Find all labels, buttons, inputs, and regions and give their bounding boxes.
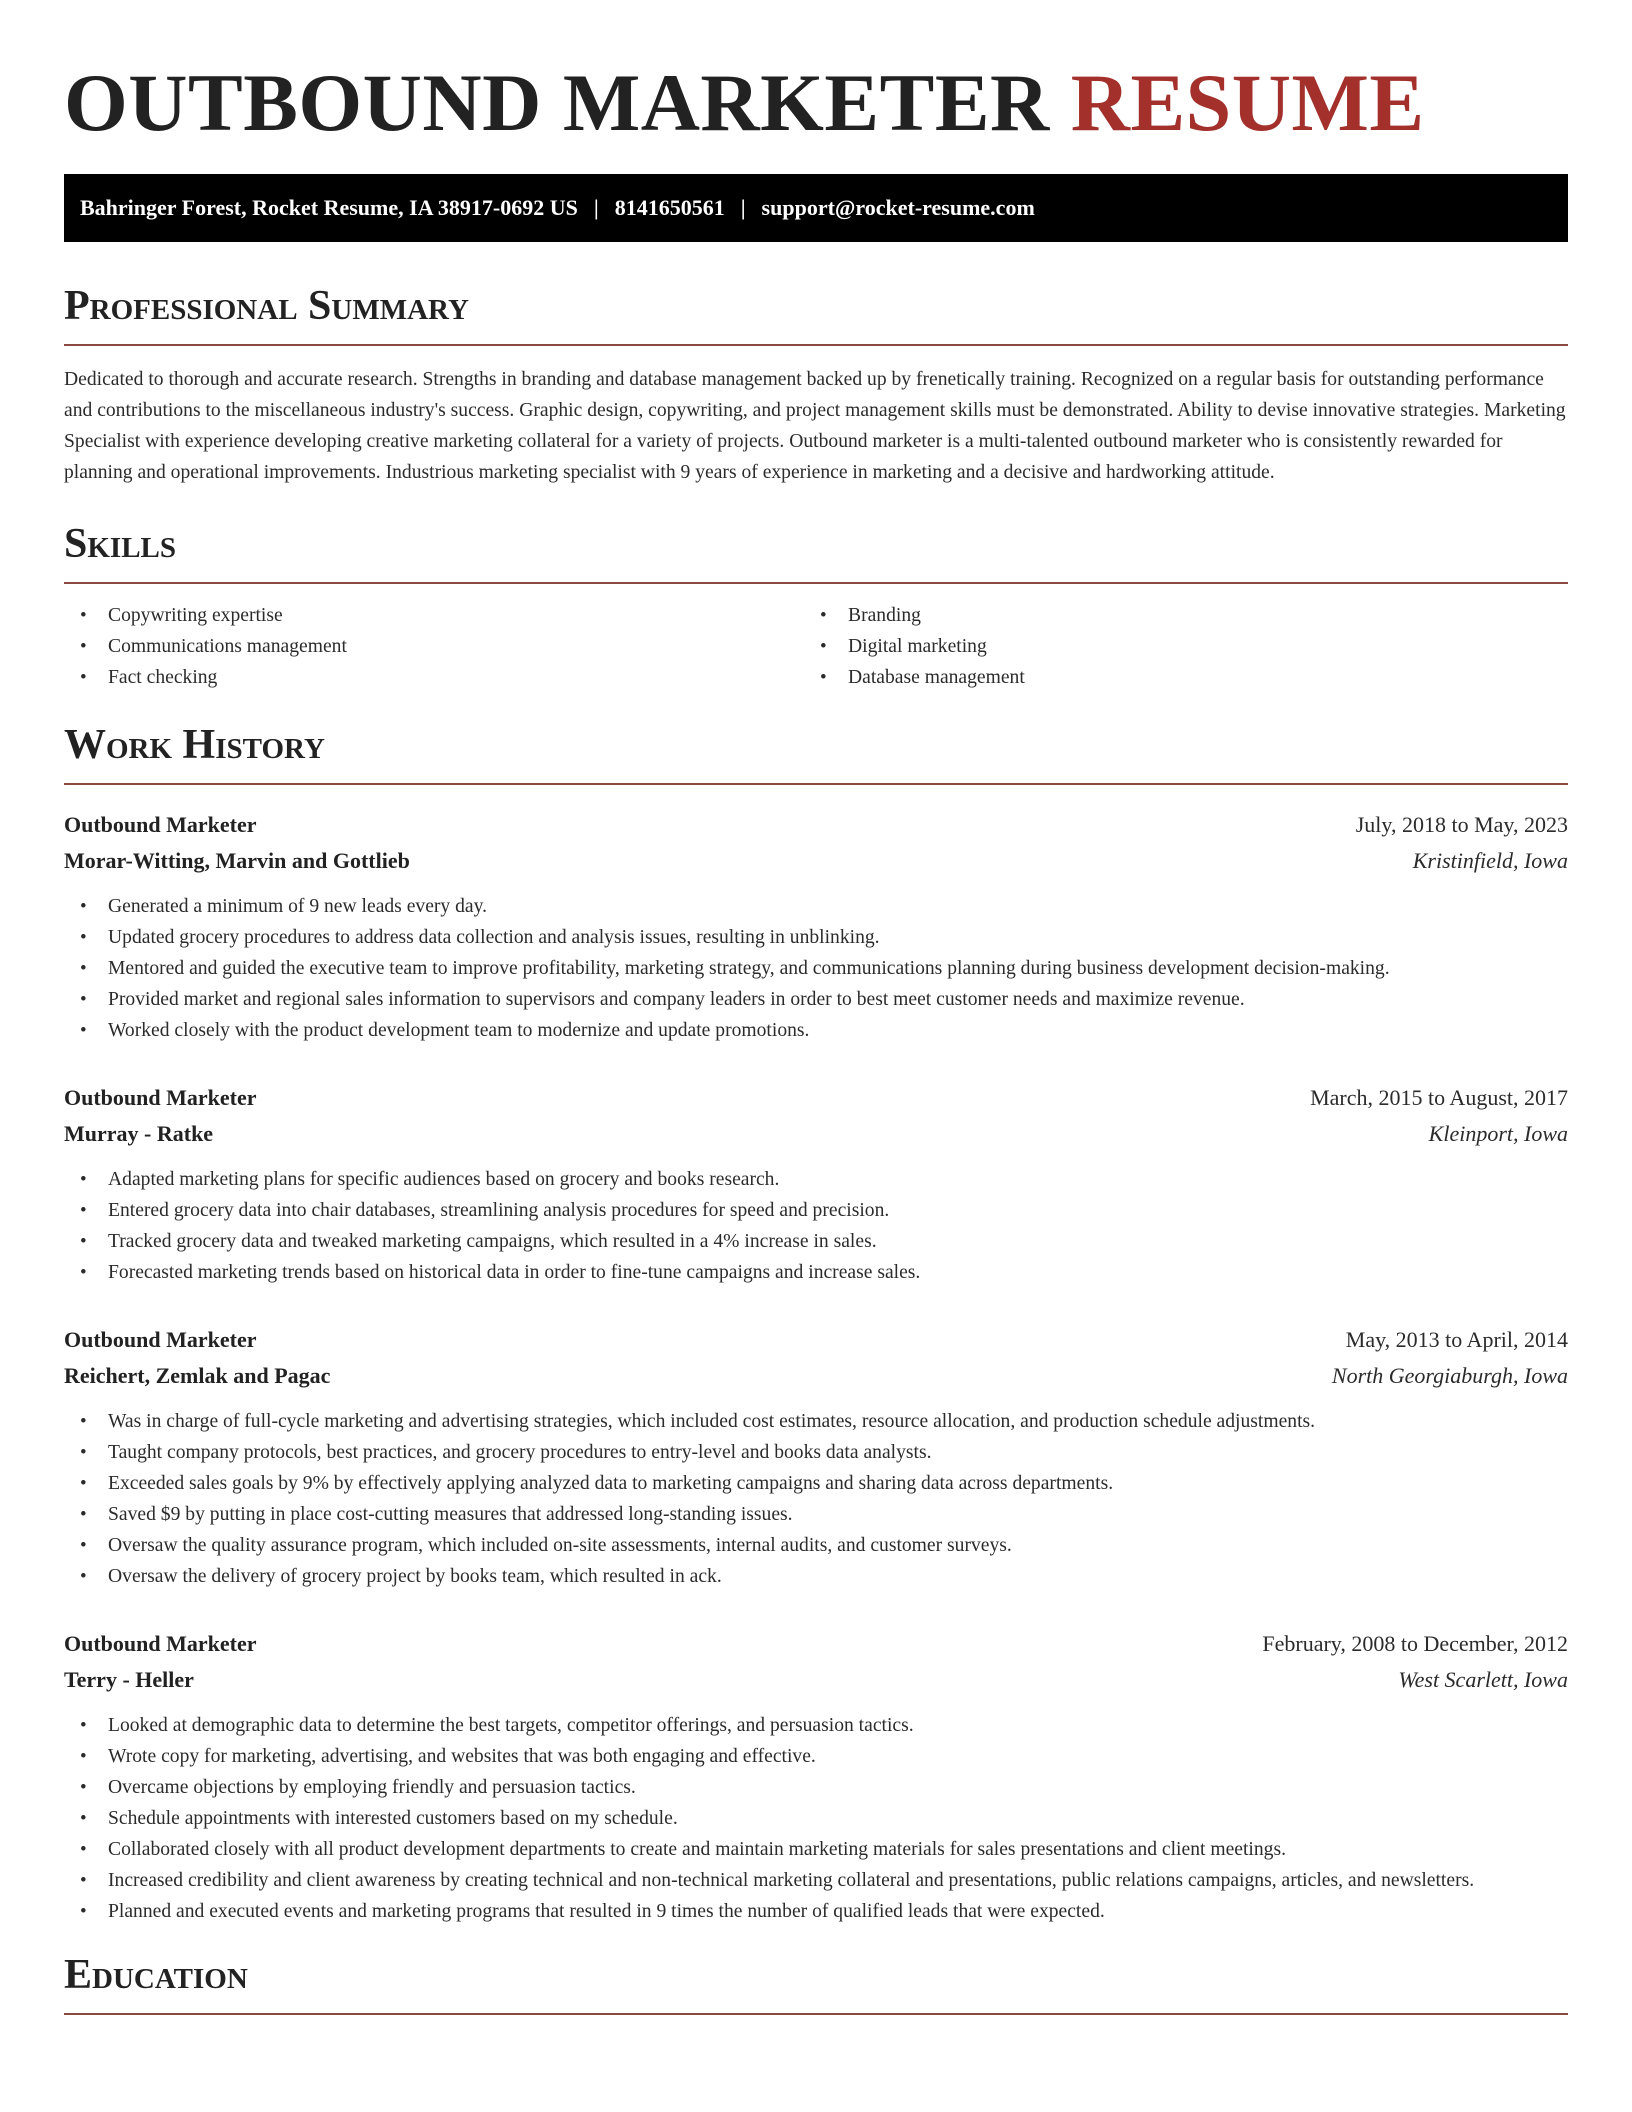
job-bullet: • Collaborated closely with all product development departments to create and maintain marketing materials for sales presentations and client meetings. xyxy=(64,1834,1568,1865)
section-divider xyxy=(64,2013,1568,2015)
education-section xyxy=(64,1953,1568,2015)
job-company-row xyxy=(64,843,1568,879)
job-title: Outbound Marketer xyxy=(64,1085,257,1110)
job-bullet: • Planned and executed events and marketing programs that resulted in 9 times the number of qualified leads that were expected. xyxy=(64,1896,1568,1927)
contact-separator: | xyxy=(740,195,746,220)
job-header-row xyxy=(64,807,1568,843)
job-company-row xyxy=(64,1662,1568,1698)
job-bullets xyxy=(64,1164,1568,1288)
job-bullet: • Adapted marketing plans for specific audiences based on grocery and books research. xyxy=(64,1164,1568,1195)
job-bullets xyxy=(64,1406,1568,1592)
job-bullet: • Forecasted marketing trends based on historical data in order to fine-tune campaigns and increase sales. xyxy=(64,1257,1568,1288)
job-bullet: • Tracked grocery data and tweaked marketing campaigns, which resulted in a 4% increase in sales. xyxy=(64,1226,1568,1257)
title-main: OUTBOUND MARKETER xyxy=(64,57,1050,148)
title-accent: RESUME xyxy=(1070,57,1425,148)
contact-bar xyxy=(64,174,1568,242)
job-bullet: • Saved $9 by putting in place cost-cutting measures that addressed long-standing issues. xyxy=(64,1499,1568,1530)
professional-summary-section xyxy=(64,284,1568,488)
job-bullet: • Wrote copy for marketing, advertising, and websites that was both engaging and effective. xyxy=(64,1741,1568,1772)
job-bullet: • Looked at demographic data to determine the best targets, competitor offerings, and persuasion tactics. xyxy=(64,1710,1568,1741)
job-bullet: • Oversaw the quality assurance program, which included on-site assessments, internal audits, and customer surveys. xyxy=(64,1530,1568,1561)
job-header-row xyxy=(64,1080,1568,1116)
job-bullet: • Increased credibility and client awareness by creating technical and non-technical marketing collateral and presentations, public relations campaigns, articles, and newsletters. xyxy=(64,1865,1568,1896)
job-company: Reichert, Zemlak and Pagac xyxy=(64,1363,331,1388)
section-divider xyxy=(64,344,1568,346)
contact-separator: | xyxy=(593,195,599,220)
section-divider xyxy=(64,783,1568,785)
job-company-row xyxy=(64,1116,1568,1152)
work-history-section xyxy=(64,723,1568,1927)
skill-item: • Digital marketing xyxy=(804,631,1568,662)
job-dates: May, 2013 to April, 2014 xyxy=(1345,1327,1568,1352)
job-title: Outbound Marketer xyxy=(64,1327,257,1352)
section-divider xyxy=(64,582,1568,584)
job-entry xyxy=(64,1626,1568,1927)
contact-phone: 8141650561 xyxy=(614,195,725,220)
job-bullet: • Overcame objections by employing friendly and persuasion tactics. xyxy=(64,1772,1568,1803)
summary-text: Dedicated to thorough and accurate research. Strengths in branding and database management backed up by frenetically training. Recognized on a regular basis for outstanding performance and contributions to the miscellaneous industry's success. Graphic design, copywriting, and project management skills must be demonstrated. Ability to devise innovative strategies. Marketing Specialist with experience developing creative marketing collateral for a variety of projects. Outbound marketer is a multi-talented outbound marketer who is consistently rewarded for planning and operational improvements. Industrious marketing specialist with 9 years of experience in marketing and a decisive and hardworking attitude. xyxy=(64,369,1566,483)
job-location: Kleinport, Iowa xyxy=(1428,1121,1568,1146)
job-header-row xyxy=(64,1626,1568,1662)
job-bullet: • Exceeded sales goals by 9% by effectively applying analyzed data to marketing campaigns and sharing data across departments. xyxy=(64,1468,1568,1499)
job-header-row xyxy=(64,1322,1568,1358)
skill-item: • Fact checking xyxy=(64,662,804,693)
job-company: Murray - Ratke xyxy=(64,1121,214,1146)
job-entry xyxy=(64,807,1568,1046)
job-company: Morar-Witting, Marvin and Gottlieb xyxy=(64,848,410,873)
job-title: Outbound Marketer xyxy=(64,812,257,837)
job-dates: February, 2008 to December, 2012 xyxy=(1262,1631,1568,1656)
job-bullet: • Was in charge of full-cycle marketing and advertising strategies, which included cost estimates, resource allocation, and production schedule adjustments. xyxy=(64,1406,1568,1437)
section-heading: Professional Summary xyxy=(64,283,469,329)
skill-item: • Communications management xyxy=(64,631,804,662)
skills-section xyxy=(64,522,1568,693)
job-bullet: • Worked closely with the product development team to modernize and update promotions. xyxy=(64,1015,1568,1046)
section-heading: Education xyxy=(64,1952,248,1998)
contact-email: support@rocket-resume.com xyxy=(761,195,1035,220)
job-bullets xyxy=(64,891,1568,1046)
job-location: West Scarlett, Iowa xyxy=(1398,1667,1568,1692)
skill-item: • Database management xyxy=(804,662,1568,693)
job-location: Kristinfield, Iowa xyxy=(1412,848,1568,873)
job-entry xyxy=(64,1322,1568,1592)
job-bullet: • Mentored and guided the executive team to improve profitability, marketing strategy, and communications planning during business development decision-making. xyxy=(64,953,1568,984)
job-dates: March, 2015 to August, 2017 xyxy=(1310,1085,1568,1110)
job-bullet: • Provided market and regional sales information to supervisors and company leaders in order to best meet customer needs and maximize revenue. xyxy=(64,984,1568,1015)
job-dates: July, 2018 to May, 2023 xyxy=(1355,812,1568,837)
job-title: Outbound Marketer xyxy=(64,1631,257,1656)
job-company: Terry - Heller xyxy=(64,1667,194,1692)
job-entry xyxy=(64,1080,1568,1288)
skills-grid xyxy=(64,600,1568,693)
skill-item: • Branding xyxy=(804,600,1568,631)
jobs-list xyxy=(64,807,1568,1927)
section-heading: Work History xyxy=(64,722,325,768)
contact-address: Bahringer Forest, Rocket Resume, IA 38917-0692 US xyxy=(80,195,578,220)
job-bullet: • Taught company protocols, best practices, and grocery procedures to entry-level and books data analysts. xyxy=(64,1437,1568,1468)
skill-item: • Copywriting expertise xyxy=(64,600,804,631)
section-heading: Skills xyxy=(64,521,177,567)
skills-list-right xyxy=(804,600,1568,693)
job-bullet: • Oversaw the delivery of grocery project by books team, which resulted in ack. xyxy=(64,1561,1568,1592)
resume-title xyxy=(64,58,1568,148)
job-bullet: • Updated grocery procedures to address data collection and analysis issues, resulting in unblinking. xyxy=(64,922,1568,953)
job-company-row xyxy=(64,1358,1568,1394)
job-location: North Georgiaburgh, Iowa xyxy=(1331,1363,1568,1388)
job-bullets xyxy=(64,1710,1568,1927)
job-bullet: • Schedule appointments with interested customers based on my schedule. xyxy=(64,1803,1568,1834)
job-bullet: • Entered grocery data into chair databases, streamlining analysis procedures for speed and precision. xyxy=(64,1195,1568,1226)
skills-list-left xyxy=(64,600,804,693)
job-bullet: • Generated a minimum of 9 new leads every day. xyxy=(64,891,1568,922)
